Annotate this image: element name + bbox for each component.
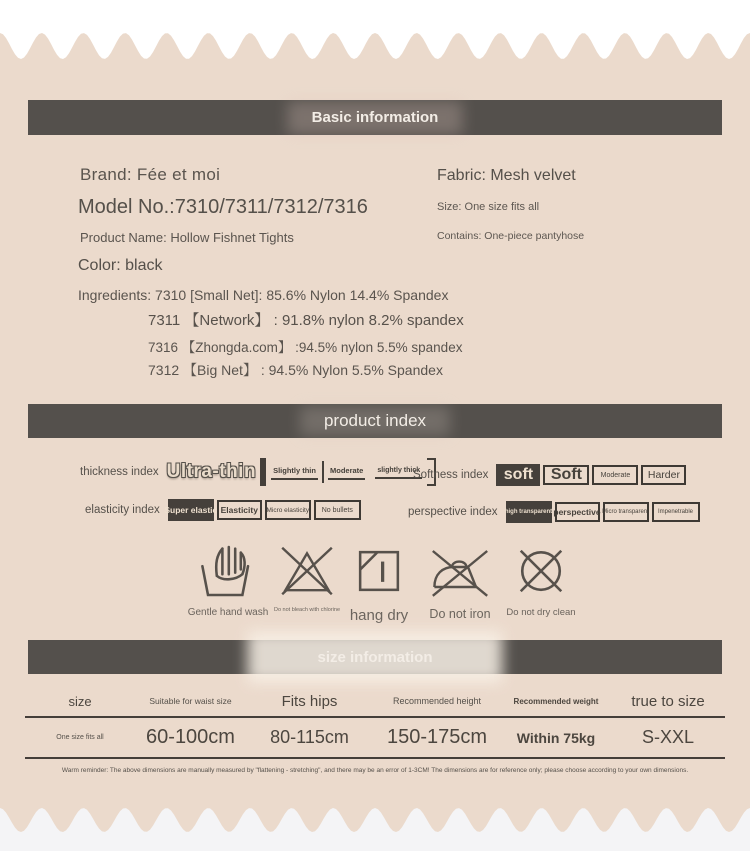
bottom-wave-decoration [0,790,750,851]
size-information-title: size information [317,648,433,666]
brand-text: Brand: Fée et moi [80,165,221,184]
product-name-text: Product Name: Hollow Fishnet Tights [80,230,294,245]
thickness-selected-value: Ultra-thin [166,461,257,482]
warm-reminder-text: Warm reminder: The above dimensions are manually measured by "flattening - stretching", and there may be an error of 1-3CM! The dimensions are for reference only; please choose according to your own dimensions. [61,767,689,774]
softness-selected-chip: soft [496,464,540,486]
elasticity-scale [164,499,361,521]
elasticity-index-label: elasticity index [85,504,160,516]
table-cell: Within 75kg [516,729,596,746]
hang-dry-icon [350,539,408,603]
size-table [25,686,725,759]
thickness-index-label: thickness index [80,466,159,478]
perspective-option-chip: Micro transparent [603,502,649,522]
scale-divider [260,458,266,486]
care-label: Gentle hand wash [187,607,269,618]
top-wave-decoration [0,0,750,70]
softness-option-chip: Soft [543,465,589,485]
thickness-index-row [80,456,436,488]
color-text: Color: black [78,257,163,274]
thickness-option: Moderate [328,464,365,480]
table-cell: 80-115cm [270,727,349,747]
perspective-index-row [408,501,700,523]
do-not-iron-icon [427,539,493,603]
ingredients-line: 7316 【Zhongda.com】 :94.5% nylon 5.5% spandex [148,340,463,355]
softness-option-chip: Harder [641,465,686,485]
scale-divider [322,461,324,483]
perspective-scale [506,501,700,523]
column-header: Recommended height [392,696,482,706]
perspective-option-chip: perspective [555,502,600,522]
ingredients-line: 7311 【Network】 : 91.8% nylon 8.2% spandex [148,312,464,329]
care-label: hang dry [349,607,409,624]
perspective-index-label: perspective index [408,506,498,518]
size-information-header [28,640,722,674]
table-cell: 60-100cm [146,726,235,748]
elasticity-option-chip: Micro elasticity [265,500,311,520]
hand-wash-icon [195,539,261,603]
basic-information-title: Basic information [311,109,439,126]
softness-scale [496,464,686,486]
product-index-title: product index [323,411,427,430]
do-not-dry-clean-icon [511,539,571,603]
ingredients-line: Ingredients: 7310 [Small Net]: 85.6% Nylon 14.4% Spandex [78,287,449,303]
thickness-option: slightly thick [375,465,422,479]
table-cell: 150-175cm [386,726,488,748]
ingredients-line: 7312 【Big Net】 : 94.5% Nylon 5.5% Spandex [148,362,443,378]
softness-index-label: Softness index [413,469,489,481]
care-item-do-not-dry-clean [493,539,589,618]
care-label: Do not bleach with chlorine [273,607,341,613]
column-header: Fits hips [281,692,338,710]
size-text: Size: One size fits all [437,201,540,213]
column-header: true to size [631,692,705,710]
product-index-header [28,404,722,438]
column-header: Recommended weight [513,696,599,706]
basic-information-header [28,100,722,135]
care-label: Do not iron [429,607,491,621]
column-header: Suitable for waist size [149,696,232,706]
softness-option-chip: Moderate [592,465,638,485]
elasticity-selected-chip: Super elastic [168,499,214,521]
thickness-option: Slightly thin [271,464,318,480]
do-not-bleach-icon [275,539,339,603]
elasticity-index-row [85,499,361,521]
model-number-text: Model No.:7310/7311/7312/7316 [78,196,368,218]
contains-text: Contains: One-piece pantyhose [437,230,585,242]
column-header: size [68,693,92,709]
size-table-data-row [25,718,725,759]
fabric-text: Fabric: Mesh velvet [437,167,576,184]
table-cell: S-XXL [641,727,695,747]
elasticity-option-chip: No bullets [314,500,361,520]
softness-index-row [413,464,686,486]
care-label: Do not dry clean [506,607,576,618]
elasticity-option-chip: Elasticity [217,500,262,520]
perspective-option-chip: Impenetrable [652,502,700,522]
perspective-selected-chip: high transparent [506,501,552,523]
size-table-header-row [25,686,725,718]
table-cell: One size fits all [56,734,104,741]
